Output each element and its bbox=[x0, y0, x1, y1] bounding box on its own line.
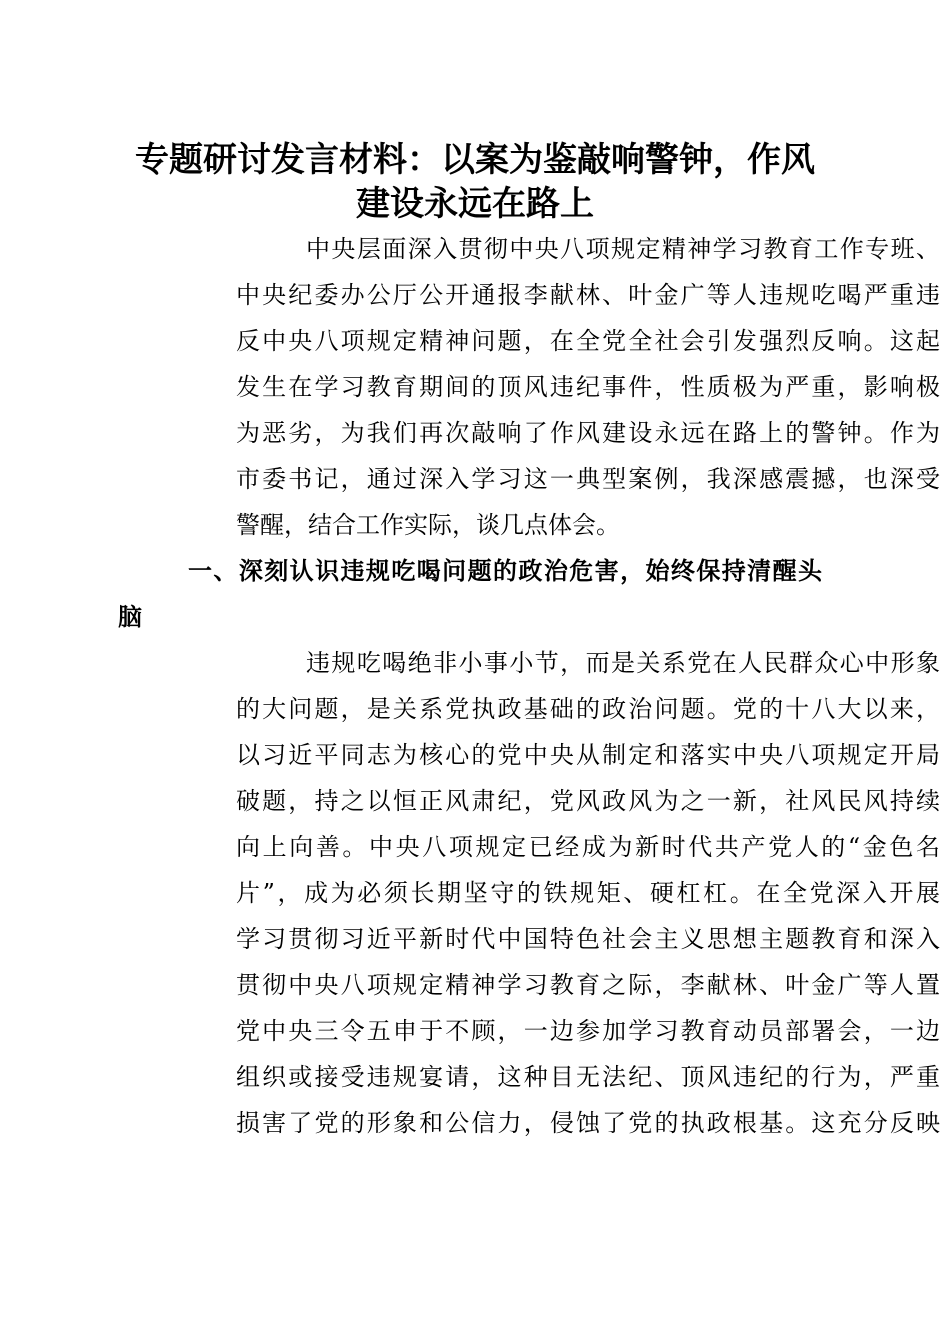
title-line: 建设永远在路上 bbox=[356, 184, 594, 224]
text-line: 学习贯彻习近平新时代中国特色社会主义思想主题教育和深入 bbox=[236, 925, 940, 953]
paragraph bbox=[236, 640, 940, 1146]
document-title bbox=[110, 138, 840, 226]
text-line: 警醒，结合工作实际，谈几点体会。 bbox=[236, 511, 620, 539]
text-line: 的大问题，是关系党执政基础的政治问题。党的十八大以来， bbox=[236, 695, 940, 723]
text-line: 贯彻中央八项规定精神学习教育之际，李献林、叶金广等人置 bbox=[236, 971, 940, 999]
text-line: 片”，成为必须长期坚守的铁规矩、硬杠杠。在全党深入开展 bbox=[236, 879, 940, 907]
text-line: 反中央八项规定精神问题，在全党全社会引发强烈反响。这起 bbox=[236, 327, 940, 355]
text-line: 违规吃喝绝非小事小节，而是关系党在人民群众心中形象 bbox=[306, 649, 940, 677]
text-line: 市委书记，通过深入学习这一典型案例，我深感震撼，也深受 bbox=[236, 465, 940, 493]
text-line: 党中央三令五申于不顾，一边参加学习教育动员部署会，一边 bbox=[236, 1017, 940, 1045]
section-heading bbox=[118, 548, 822, 640]
text-line: 损害了党的形象和公信力，侵蚀了党的执政根基。这充分反映 bbox=[236, 1109, 940, 1137]
text-line: 破题，持之以恒正风肃纪，党风政风为之一新，社风民风持续 bbox=[236, 787, 940, 815]
text-line: 一、深刻认识违规吃喝问题的政治危害，始终保持清醒头 bbox=[188, 557, 822, 585]
text-line: 中央层面深入贯彻中央八项规定精神学习教育工作专班、 bbox=[306, 235, 940, 263]
text-line: 中央纪委办公厅公开通报李献林、叶金广等人违规吃喝严重违 bbox=[236, 281, 940, 309]
text-line: 组织或接受违规宴请，这种目无法纪、顶风违纪的行为，严重 bbox=[236, 1063, 940, 1091]
text-line: 以习近平同志为核心的党中央从制定和落实中央八项规定开局 bbox=[236, 741, 940, 769]
title-line: 专题研讨发言材料：以案为鉴敲响警钟，作风 bbox=[135, 140, 815, 180]
paragraph bbox=[236, 226, 940, 548]
text-line: 向上向善。中央八项规定已经成为新时代共产党人的“金色名 bbox=[236, 833, 940, 861]
text-line: 脑 bbox=[118, 603, 142, 631]
document-body bbox=[118, 226, 940, 1146]
text-line: 为恶劣，为我们再次敲响了作风建设永远在路上的警钟。作为 bbox=[236, 419, 940, 447]
text-line: 发生在学习教育期间的顶风违纪事件，性质极为严重，影响极 bbox=[236, 373, 940, 401]
